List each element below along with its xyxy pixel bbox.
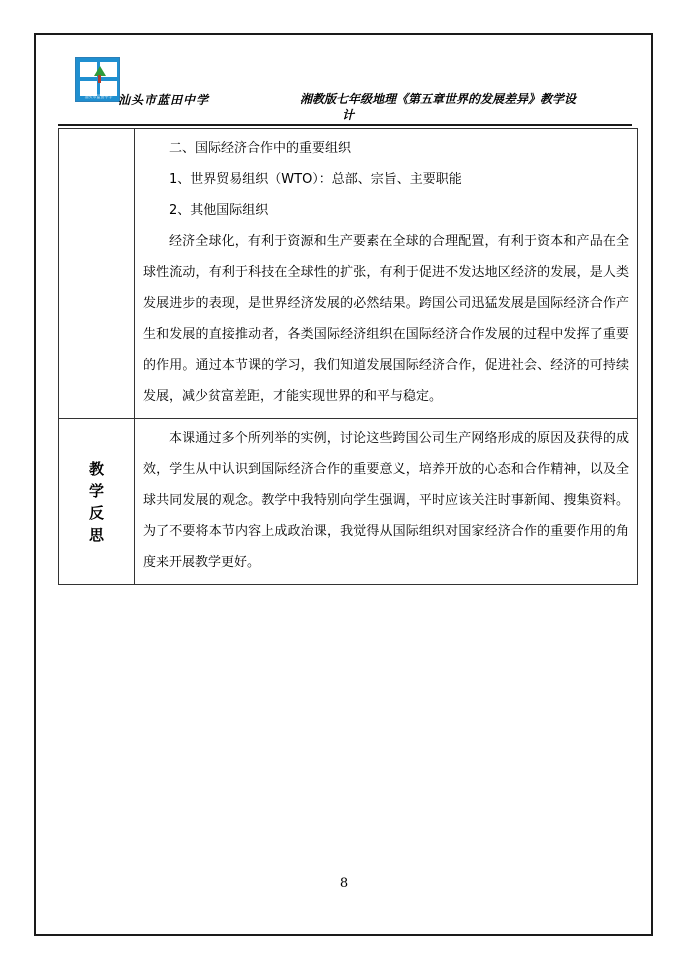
document-title	[300, 91, 632, 123]
row-label-cell	[59, 419, 135, 585]
school-logo	[75, 57, 120, 102]
tree-trunk-icon	[98, 75, 101, 83]
document-title-line1: 湘教版七年级地理《第五章世界的发展差异》教学设	[300, 92, 577, 106]
logo-caption: 汕头市蓝田中学	[84, 94, 113, 99]
table-row	[59, 419, 638, 585]
list-item: 1、世界贸易组织（WTO）：总部、宗旨、主要职能	[169, 172, 462, 187]
row-content-cell	[135, 419, 638, 585]
table-row	[59, 129, 638, 419]
section-heading: 二、国际经济合作中的重要组织	[169, 141, 352, 156]
list-item: 2、其他国际组织	[169, 203, 269, 218]
row-content-cell	[135, 129, 638, 419]
body-paragraph: 经济全球化，有利于资源和生产要素在全球的合理配置，有利于资本和产品在全球性流动，有利于科技在全球性的扩张，有利于促进不发达地区经济的发展，是人类发展进步的表现，是世界经济发展的必然结果。跨国公司迅猛发展是国际经济合作产生和发展的直接推动者，各类国际经济组织在国际经济合作发展的过程中发挥了重要的作用。通过本节课的学习，我们知道发展国际经济合作，促进社会、经济的可持续发展，减少贫富差距，才能实现世界的和平与稳定。	[143, 234, 629, 404]
row-label-cell	[59, 129, 135, 419]
lesson-plan-table	[58, 128, 638, 585]
row-label-teaching-reflection: 教学反思	[88, 459, 104, 544]
document-title-line2: 计	[342, 108, 355, 122]
page-number: 8	[339, 876, 349, 891]
school-name: 汕头市蓝田中学	[118, 93, 210, 107]
header-divider	[58, 124, 632, 126]
reflection-paragraph: 本课通过多个所列举的实例，讨论这些跨国公司生产网络形成的原因及获得的成效，学生从中认识到国际经济合作的重要意义，培养开放的心态和合作精神，以及全球共同发展的观念。教学中我特别向学生强调，平时应该关注时事新闻、搜集资料。为了不要将本节内容上成政治课，我觉得从国际组织对国家经济合作的重要作用的角度来开展教学更好。	[143, 431, 629, 570]
